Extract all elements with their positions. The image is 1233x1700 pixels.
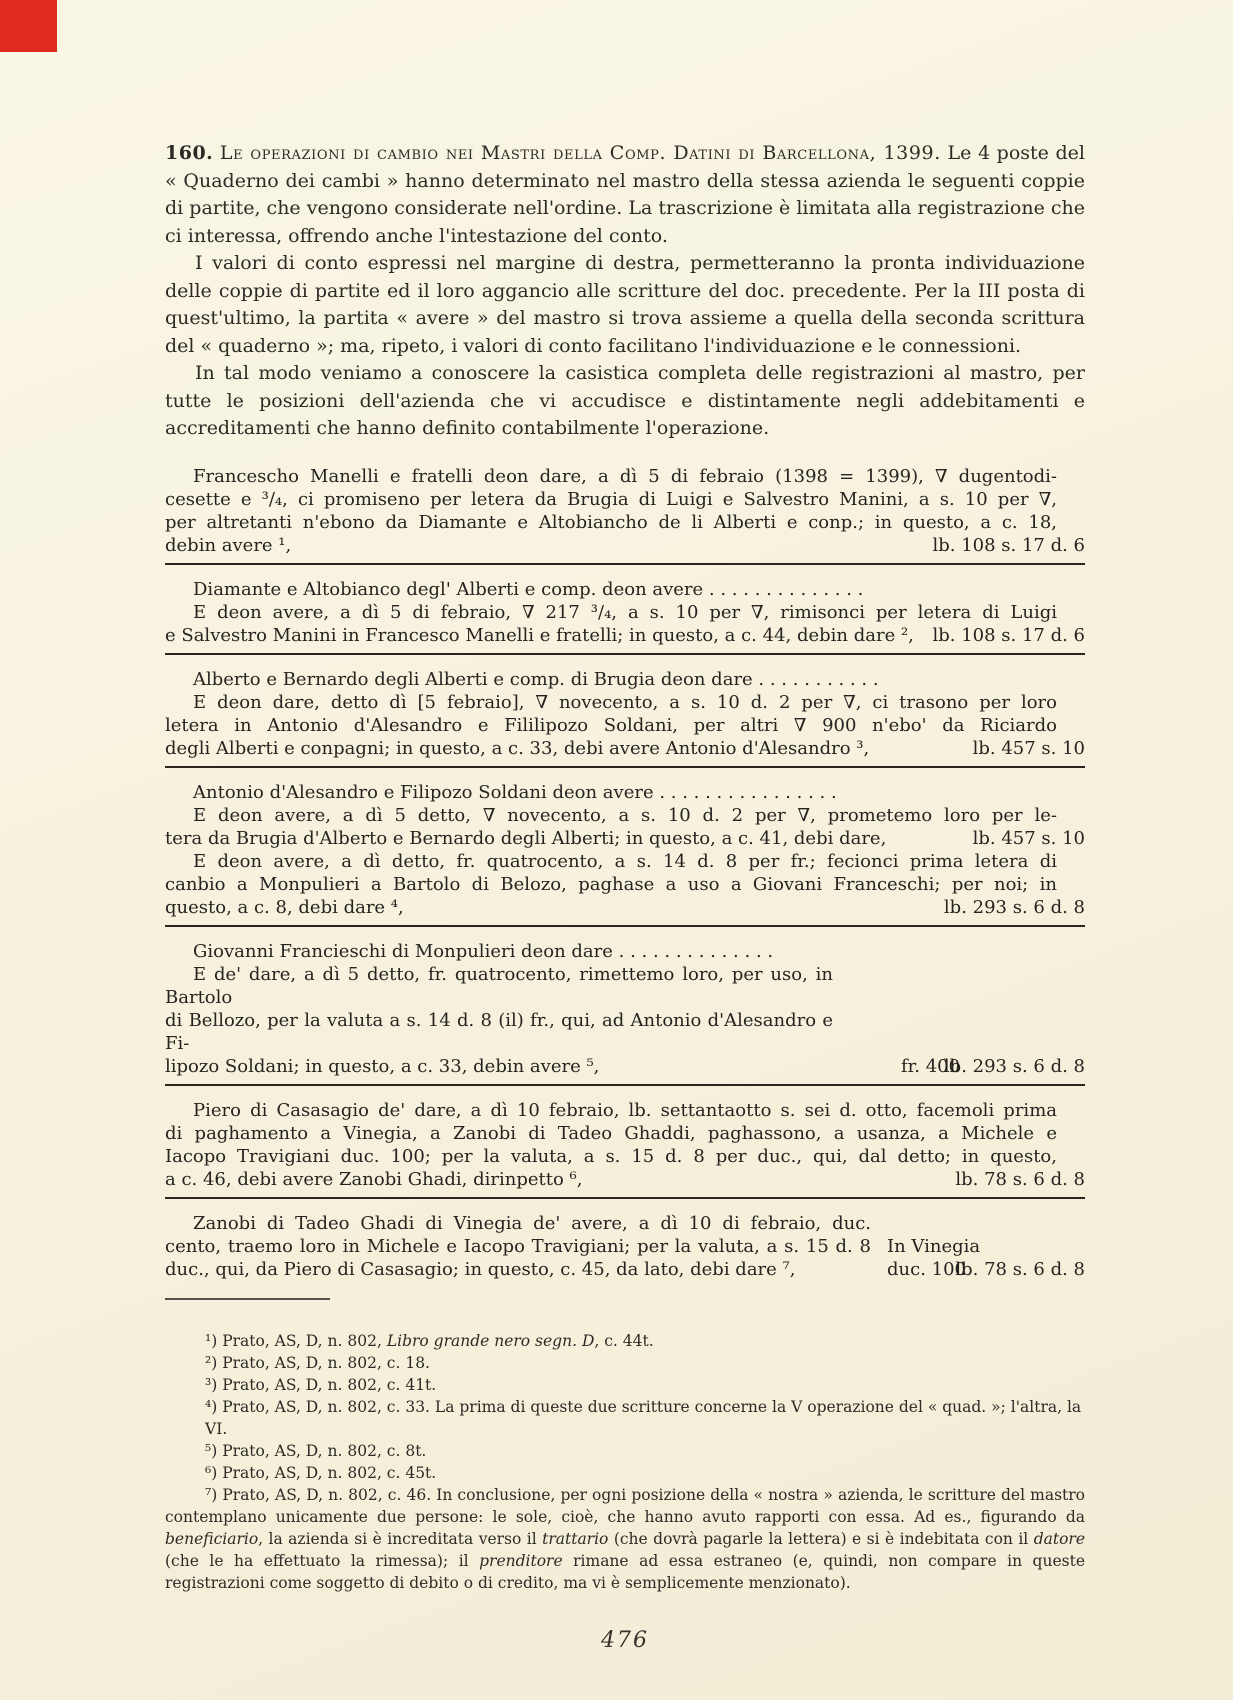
entry-4-line-6-text: questo, a c. 8, debi dare ⁴, (165, 896, 404, 918)
footnote-1 (165, 1330, 1085, 1352)
entry-4-amount-1: lb. 457 s. 10 (972, 827, 1085, 849)
entry-7 (165, 1212, 1085, 1281)
entry-4-line-1: Antonio d'Alesandro e Filipozo Soldani deon avere . . . . . . . . . . . . . . . . (193, 781, 837, 803)
footnote-7-text: rimane ad essa estraneo (e, quindi, non compare in queste registrazioni come soggetto di debito o di credito, ma vi è semplicemente menzionato). (165, 1551, 1085, 1592)
entry-3 (165, 668, 1085, 760)
entry-6-line-3: Iacopo Travigiani duc. 100; per la valuta, a s. 15 d. 8 per duc., qui, dal detto; in questo, (165, 1145, 1057, 1167)
entry-5 (165, 940, 1085, 1078)
entry-1 (165, 465, 1085, 557)
ledger-entries (165, 465, 1085, 1300)
entry-5-amount: lb. 293 s. 6 d. 8 (943, 1055, 1085, 1077)
footnote-2: ²) Prato, AS, D, n. 802, c. 18. (205, 1353, 430, 1372)
entry-5-line-1: Giovanni Francieschi di Monpulieri deon dare . . . . . . . . . . . . . . (193, 940, 774, 962)
entry-2-line-3-text: e Salvestro Manini in Francesco Manelli e fratelli; in questo, a c. 44, debin dare ², (165, 624, 914, 646)
entry-divider (165, 1197, 1085, 1199)
entry-5-line-4 (165, 1055, 1085, 1078)
footnote-7-italic-prenditore: prenditore (479, 1551, 563, 1570)
entry-1-line-4-text: debin avere ¹, (165, 534, 292, 556)
footnote-7 (165, 1484, 1085, 1594)
entry-3-amount: lb. 457 s. 10 (972, 737, 1085, 759)
footnote-separator (165, 1298, 330, 1300)
entry-2-line-1: Diamante e Altobianco degl' Alberti e comp. deon avere . . . . . . . . . . . . . . (193, 578, 864, 600)
entry-divider (165, 653, 1085, 655)
entry-3-line-1: Alberto e Bernardo degli Alberti e comp. di Brugia deon dare . . . . . . . . . . . (193, 668, 879, 690)
entry-7-line-1: Zanobi di Tadeo Ghadi di Vinegia de' avere, a dì 10 di febraio, duc. (193, 1212, 871, 1234)
page-number: 476 (601, 1627, 649, 1653)
footnote-7-italic-trattario: trattario (542, 1529, 609, 1548)
entry-1-line-2: cesette e ³/₄, ci promiseno per letera da Brugia di Luigi e Salvestro Manini, a s. 10 per ∇, (165, 488, 1057, 510)
footnote-7-italic-beneficiario: beneficiario (165, 1529, 259, 1548)
entry-4-line-2: E deon avere, a dì 5 detto, ∇ novecento, a s. 10 d. 2 per ∇, prometemo loro per le- (193, 804, 1057, 826)
entry-6-line-1: Piero di Casasagio de' dare, a dì 10 febraio, lb. settantaotto s. sei d. otto, facemoli prima (193, 1099, 1057, 1121)
footnote-4: ⁴) Prato, AS, D, n. 802, c. 33. La prima di queste due scritture concerne la V operazione del « quad. »; l'altra, la VI. (205, 1397, 1082, 1438)
entry-3-line-3: letera in Antonio d'Alesandro e Fililipozo Soldani, per altri ∇ 900 n'ebo' da Riciardo (165, 714, 1057, 736)
footnote-7-text: (che dovrà pagarle la lettera) e si è indebitata con il (608, 1529, 1034, 1548)
footnote-1-ref: , c. 44t. (594, 1331, 654, 1350)
entry-5-line-2: E de' dare, a dì 5 detto, fr. quatrocento, rimettemo loro, per uso, in Bartolo (165, 963, 833, 1008)
page-content (165, 140, 1085, 1653)
entry-7-line-3 (165, 1258, 1085, 1281)
footnote-7-text: (che le ha effettuato la rimessa); il (165, 1551, 480, 1570)
entry-4-line-3-text: tera da Brugia d'Alberto e Bernardo degli Alberti; in questo, a c. 41, debi dare, (165, 827, 887, 849)
entry-6-line-4-text: a c. 46, debi avere Zanobi Ghadi, dirinpetto ⁶, (165, 1168, 583, 1190)
entry-2-line-3 (165, 624, 1085, 647)
entry-7-amount: lb. 78 s. 6 d. 8 (955, 1258, 1085, 1280)
entry-2 (165, 578, 1085, 647)
entry-6-line-4 (165, 1168, 1085, 1191)
entry-2-line-2: E deon avere, a dì 5 di febraio, ∇ 217 ³/₄, a s. 10 per ∇, rimisonci per letera di Luigi (193, 601, 1057, 623)
entry-4-line-3 (165, 827, 1085, 850)
entry-7-line-2 (165, 1235, 1085, 1258)
entry-7-ducat-amount: duc. 100 (887, 1258, 966, 1280)
entry-7-line-3-text: duc., qui, da Piero di Casasagio; in questo, c. 45, da lato, debi dare ⁷, (165, 1258, 796, 1280)
entry-7-place-label: In Vinegia (887, 1235, 981, 1257)
entry-1-amount: lb. 108 s. 17 d. 6 (932, 534, 1085, 556)
footnotes-section (165, 1330, 1085, 1594)
entry-divider (165, 766, 1085, 768)
entry-3-line-4-text: degli Alberti e conpagni; in questo, a c. 33, debi avere Antonio d'Alesandro ³, (165, 737, 870, 759)
footnote-1-text: ¹) Prato, AS, D, n. 802, (205, 1331, 387, 1350)
footnote-7-text: , la azienda si è increditata verso il (258, 1529, 543, 1548)
footnote-5: ⁵) Prato, AS, D, n. 802, c. 8t. (205, 1441, 427, 1460)
entry-divider (165, 925, 1085, 927)
entry-divider (165, 563, 1085, 565)
entry-3-line-4 (165, 737, 1085, 760)
red-corner-mark (0, 0, 57, 52)
entry-1-line-4 (165, 534, 1085, 557)
entry-3-line-2: E deon dare, detto dì [5 febraio], ∇ novecento, a s. 10 d. 2 per ∇, ci trasono per loro (193, 691, 1057, 713)
footnote-7-italic-datore: datore (1033, 1529, 1085, 1548)
entry-4-line-6 (165, 896, 1085, 919)
entry-7-line-2-text: cento, traemo loro in Michele e Iacopo Travigiani; per la valuta, a s. 15 d. 8 (165, 1235, 871, 1257)
intro-paragraph-1 (165, 140, 1085, 250)
entry-5-line-4-text: lipozo Soldani; in questo, a c. 33, debin avere ⁵, (165, 1055, 600, 1077)
entry-4-amount-2: lb. 293 s. 6 d. 8 (943, 896, 1085, 918)
section-title: Le operazioni di cambio nei Mastri della Comp. Datini di Barcellona, 1399. (219, 142, 941, 164)
intro-paragraph-2: I valori di conto espressi nel margine di destra, permetteranno la pronta individuazione delle coppie di partite ed il loro aggancio alle scritture del doc. precedente. Per la III posta di quest'ultimo, la partita « avere » del mastro si trova assieme a quella della seconda scrittura del « quaderno »; ma, ripeto, i valori di conto facilitano l'individuazione e le connessioni. (165, 252, 1085, 357)
entry-divider (165, 1084, 1085, 1086)
intro-section (165, 140, 1085, 443)
footnote-6: ⁶) Prato, AS, D, n. 802, c. 45t. (205, 1463, 437, 1482)
footnote-1-italic: Libro grande nero segn. D (386, 1331, 595, 1350)
intro-paragraph-1-text: Le 4 poste del « Quaderno dei cambi » hanno determinato nel mastro della stessa azienda le seguenti coppie di partite, che vengono considerate nell'ordine. La trascrizione è limitata alla registrazione che ci interessa, offrendo anche l'intestazione del conto. (165, 142, 1085, 247)
footnote-7-text: ⁷) Prato, AS, D, n. 802, c. 46. In conclusione, per ogni posizione della « nostra » azienda, le scritture del mastro contemplano unicamente due persone: le sole, cioè, che hanno avuto rapporti con essa. Ad es., figurando da (165, 1485, 1085, 1526)
footnote-3: ³) Prato, AS, D, n. 802, c. 41t. (205, 1375, 437, 1394)
entry-6-amount: lb. 78 s. 6 d. 8 (955, 1168, 1085, 1190)
entry-4 (165, 781, 1085, 919)
entry-5-line-3: di Bellozo, per la valuta a s. 14 d. 8 (il) fr., qui, ad Antonio d'Alesandro e Fi- (165, 1009, 833, 1054)
section-number: 160. (165, 142, 214, 164)
entry-1-line-1: Francescho Manelli e fratelli deon dare, a dì 5 di febraio (1398 = 1399), ∇ dugentodi- (193, 465, 1057, 487)
entry-6-line-2: di paghamento a Vinegia, a Zanobi di Tadeo Ghaddi, paghassono, a usanza, a Michele e (165, 1122, 1057, 1144)
entry-4-line-5: canbio a Monpulieri a Bartolo di Belozo, paghase a uso a Giovani Franceschi; per noi; in (165, 873, 1057, 895)
entry-1-line-3: per altretanti n'ebono da Diamante e Altobiancho de li Alberti e conp.; in questo, a c. 18, (165, 511, 1057, 533)
entry-4-line-4: E deon avere, a dì detto, fr. quatrocento, a s. 14 d. 8 per fr.; fecionci prima letera di (193, 850, 1057, 872)
entry-5-franc-amount: fr. 400 (901, 1055, 961, 1077)
entry-2-amount: lb. 108 s. 17 d. 6 (932, 624, 1085, 646)
intro-paragraph-3: In tal modo veniamo a conoscere la casistica completa delle registrazioni al mastro, per tutte le posizioni dell'azienda che vi accudisce e distintamente negli addebitamenti e accreditamenti che hanno definito contabilmente l'operazione. (165, 362, 1085, 439)
entry-6 (165, 1099, 1085, 1191)
